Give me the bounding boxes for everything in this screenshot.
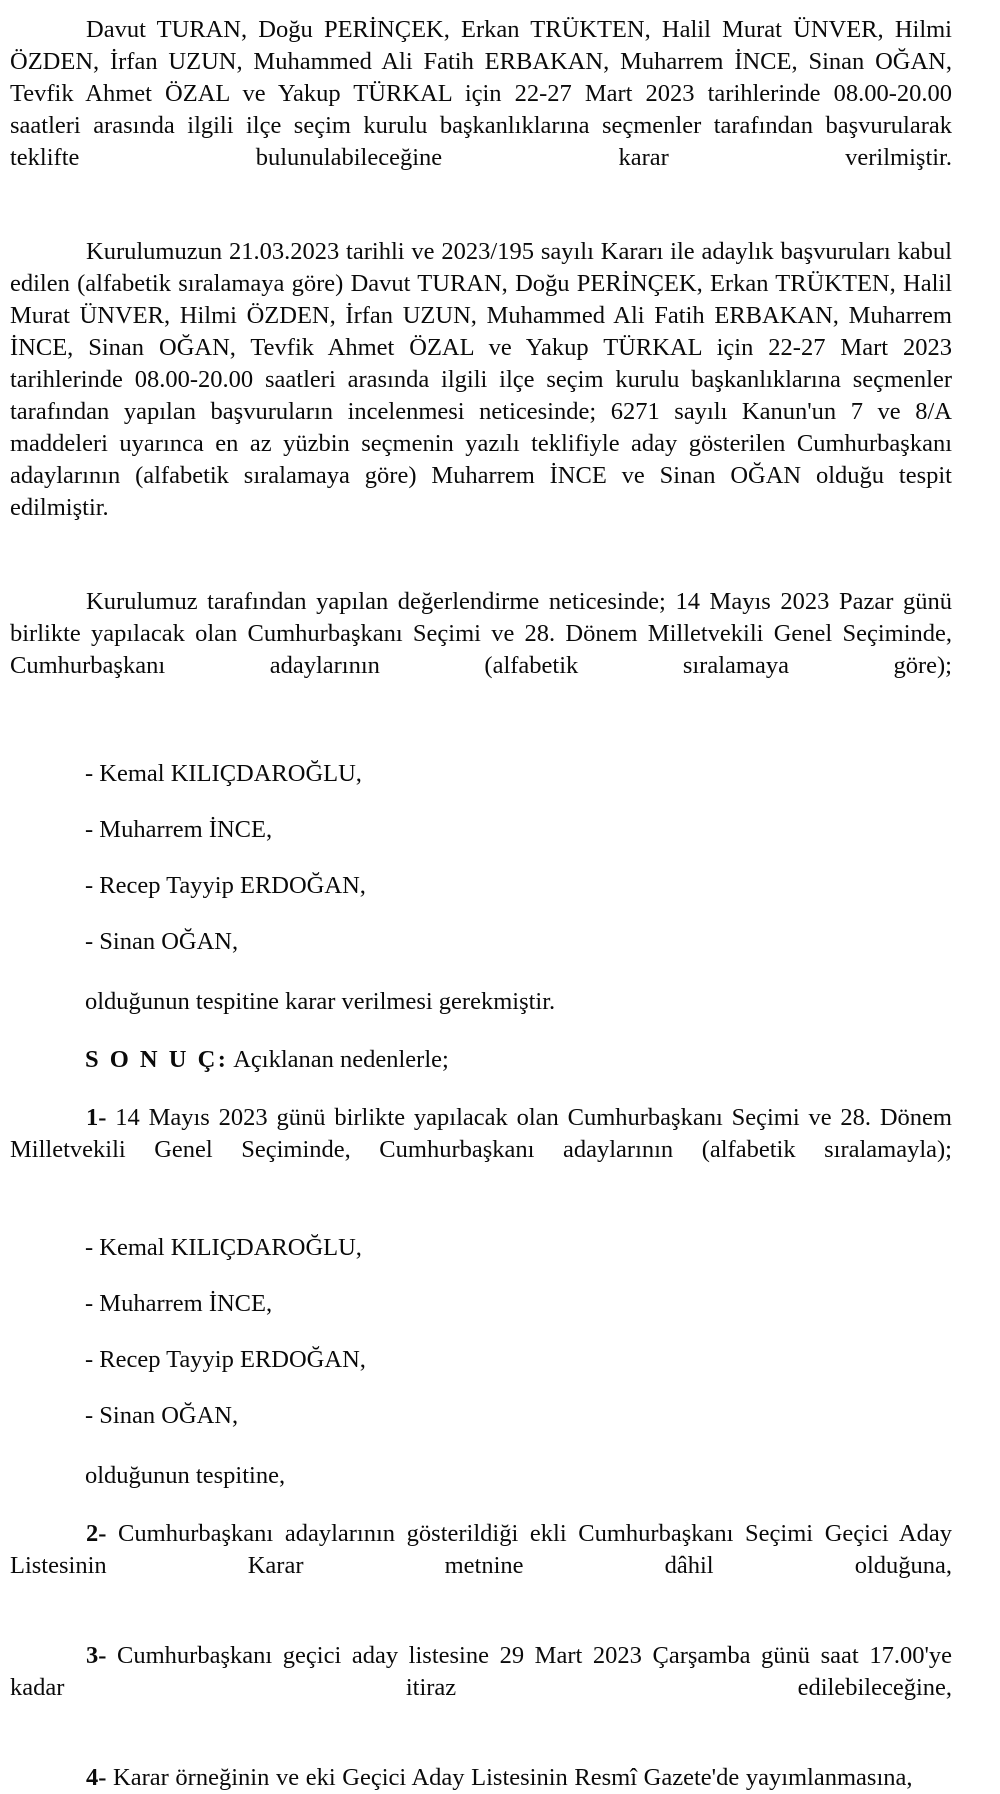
paragraph-1: Davut TURAN, Doğu PERİNÇEK, Erkan TRÜKTEN, Halil Murat ÜNVER, Hilmi ÖZDEN, İrfan UZUN, Muhammed Ali Fatih ERBAKAN, Muharrem İNCE, Sinan OĞAN, Tevfik Ahmet ÖZAL ve Yakup TÜRKAL için 22-27 Mart 2023 tarihlerinde 08.00-20.00 saatleri arasında ilgili ilçe seçim kurulu başkanlıklarına seçmenler tarafından başvurularak teklifte bulunulabileceğine karar verilmiştir.: [10, 16, 952, 171]
item-2-number: 2-: [86, 1520, 107, 1547]
paragraph-2: Kurulumuzun 21.03.2023 tarihli ve 2023/195 sayılı Kararı ile adaylık başvuruları kabul edilen (alfabetik sıralamaya göre) Davut TURAN, Doğu PERİNÇEK, Erkan TRÜKTEN, Halil Murat ÜNVER, Hilmi ÖZDEN, İrfan UZUN, Muhammed Ali Fatih ERBAKAN, Muharrem İNCE, Sinan OĞAN, Tevfik Ahmet ÖZAL ve Yakup TÜRKAL için 22-27 Mart 2023 tarihlerinde 08.00-20.00 saatleri arasında ilgili ilçe seçim kurulu başkanlıklarına seçmenler tarafından yapılan başvuruların incelenmesi neticesinde; 6271 sayılı Kanun'un 7 ve 8/A maddeleri uyarınca en az yüzbin seçmenin yazılı teklifiyle aday gösterilen Cumhurbaşkanı adaylarının (alfabetik sıralamaya göre) Muharrem İNCE ve Sinan OĞAN olduğu tespit edilmiştir.: [10, 238, 952, 521]
item-1-text: 14 Mayıs 2023 günü birlikte yapılacak olan Cumhurbaşkanı Seçimi ve 28. Dönem Milletvekili Genel Seçiminde, Cumhurbaşkanı adaylarının (alfabetik sıralamayla);: [10, 1104, 952, 1163]
candidate-list-1-item-4: - Sinan OĞAN,: [85, 928, 239, 955]
item-2: [10, 1518, 952, 1614]
candidate-list-2-item-1: - Kemal KILIÇDAROĞLU,: [85, 1234, 362, 1261]
item-3-text: Cumhurbaşkanı geçici aday listesine 29 Mart 2023 Çarşamba günü saat 17.00'ye kadar itiraz edilebileceğine,: [10, 1642, 952, 1701]
item-4-text: Karar örneğinin ve eki Geçici Aday Listesinin Resmî Gazete'de yayımlanmasına,: [106, 1764, 913, 1791]
item-1: [10, 1102, 952, 1198]
statement-line-2: olduğunun tespitine,: [85, 1462, 286, 1489]
item-1-number: 1-: [86, 1104, 107, 1131]
candidate-list-1-item-2: - Muharrem İNCE,: [85, 816, 273, 843]
candidate-list-1-item-1: - Kemal KILIÇDAROĞLU,: [85, 760, 362, 787]
item-3: [10, 1640, 952, 1736]
candidate-list-2-item-3: - Recep Tayyip ERDOĞAN,: [85, 1346, 366, 1373]
statement-line-1: olduğunun tespitine karar verilmesi gerekmiştir.: [85, 988, 556, 1015]
item-2-text: Cumhurbaşkanı adaylarının gösterildiği ekli Cumhurbaşkanı Seçimi Geçici Aday Listesinin Karar metnine dâhil olduğuna,: [10, 1520, 952, 1579]
candidate-list-2-item-2: - Muharrem İNCE,: [85, 1290, 273, 1317]
paragraph-3: Kurulumuz tarafından yapılan değerlendirme neticesinde; 14 Mayıs 2023 Pazar günü birlikte yapılacak olan Cumhurbaşkanı Seçimi ve 28. Dönem Milletvekili Genel Seçiminde, Cumhurbaşkanı adaylarının (alfabetik sıralamaya göre);: [10, 588, 952, 679]
item-3-number: 3-: [86, 1642, 107, 1669]
item-4: [10, 1762, 952, 1794]
candidate-list-1-item-3: - Recep Tayyip ERDOĞAN,: [85, 872, 366, 899]
sonuc-label: S O N U Ç:: [85, 1046, 229, 1073]
sonuc-heading: [10, 1044, 952, 1076]
item-4-number: 4-: [86, 1764, 107, 1791]
document-body: [10, 14, 952, 1794]
candidate-list-2-item-4: - Sinan OĞAN,: [85, 1402, 239, 1429]
sonuc-text: Açıklanan nedenlerle;: [228, 1046, 449, 1073]
